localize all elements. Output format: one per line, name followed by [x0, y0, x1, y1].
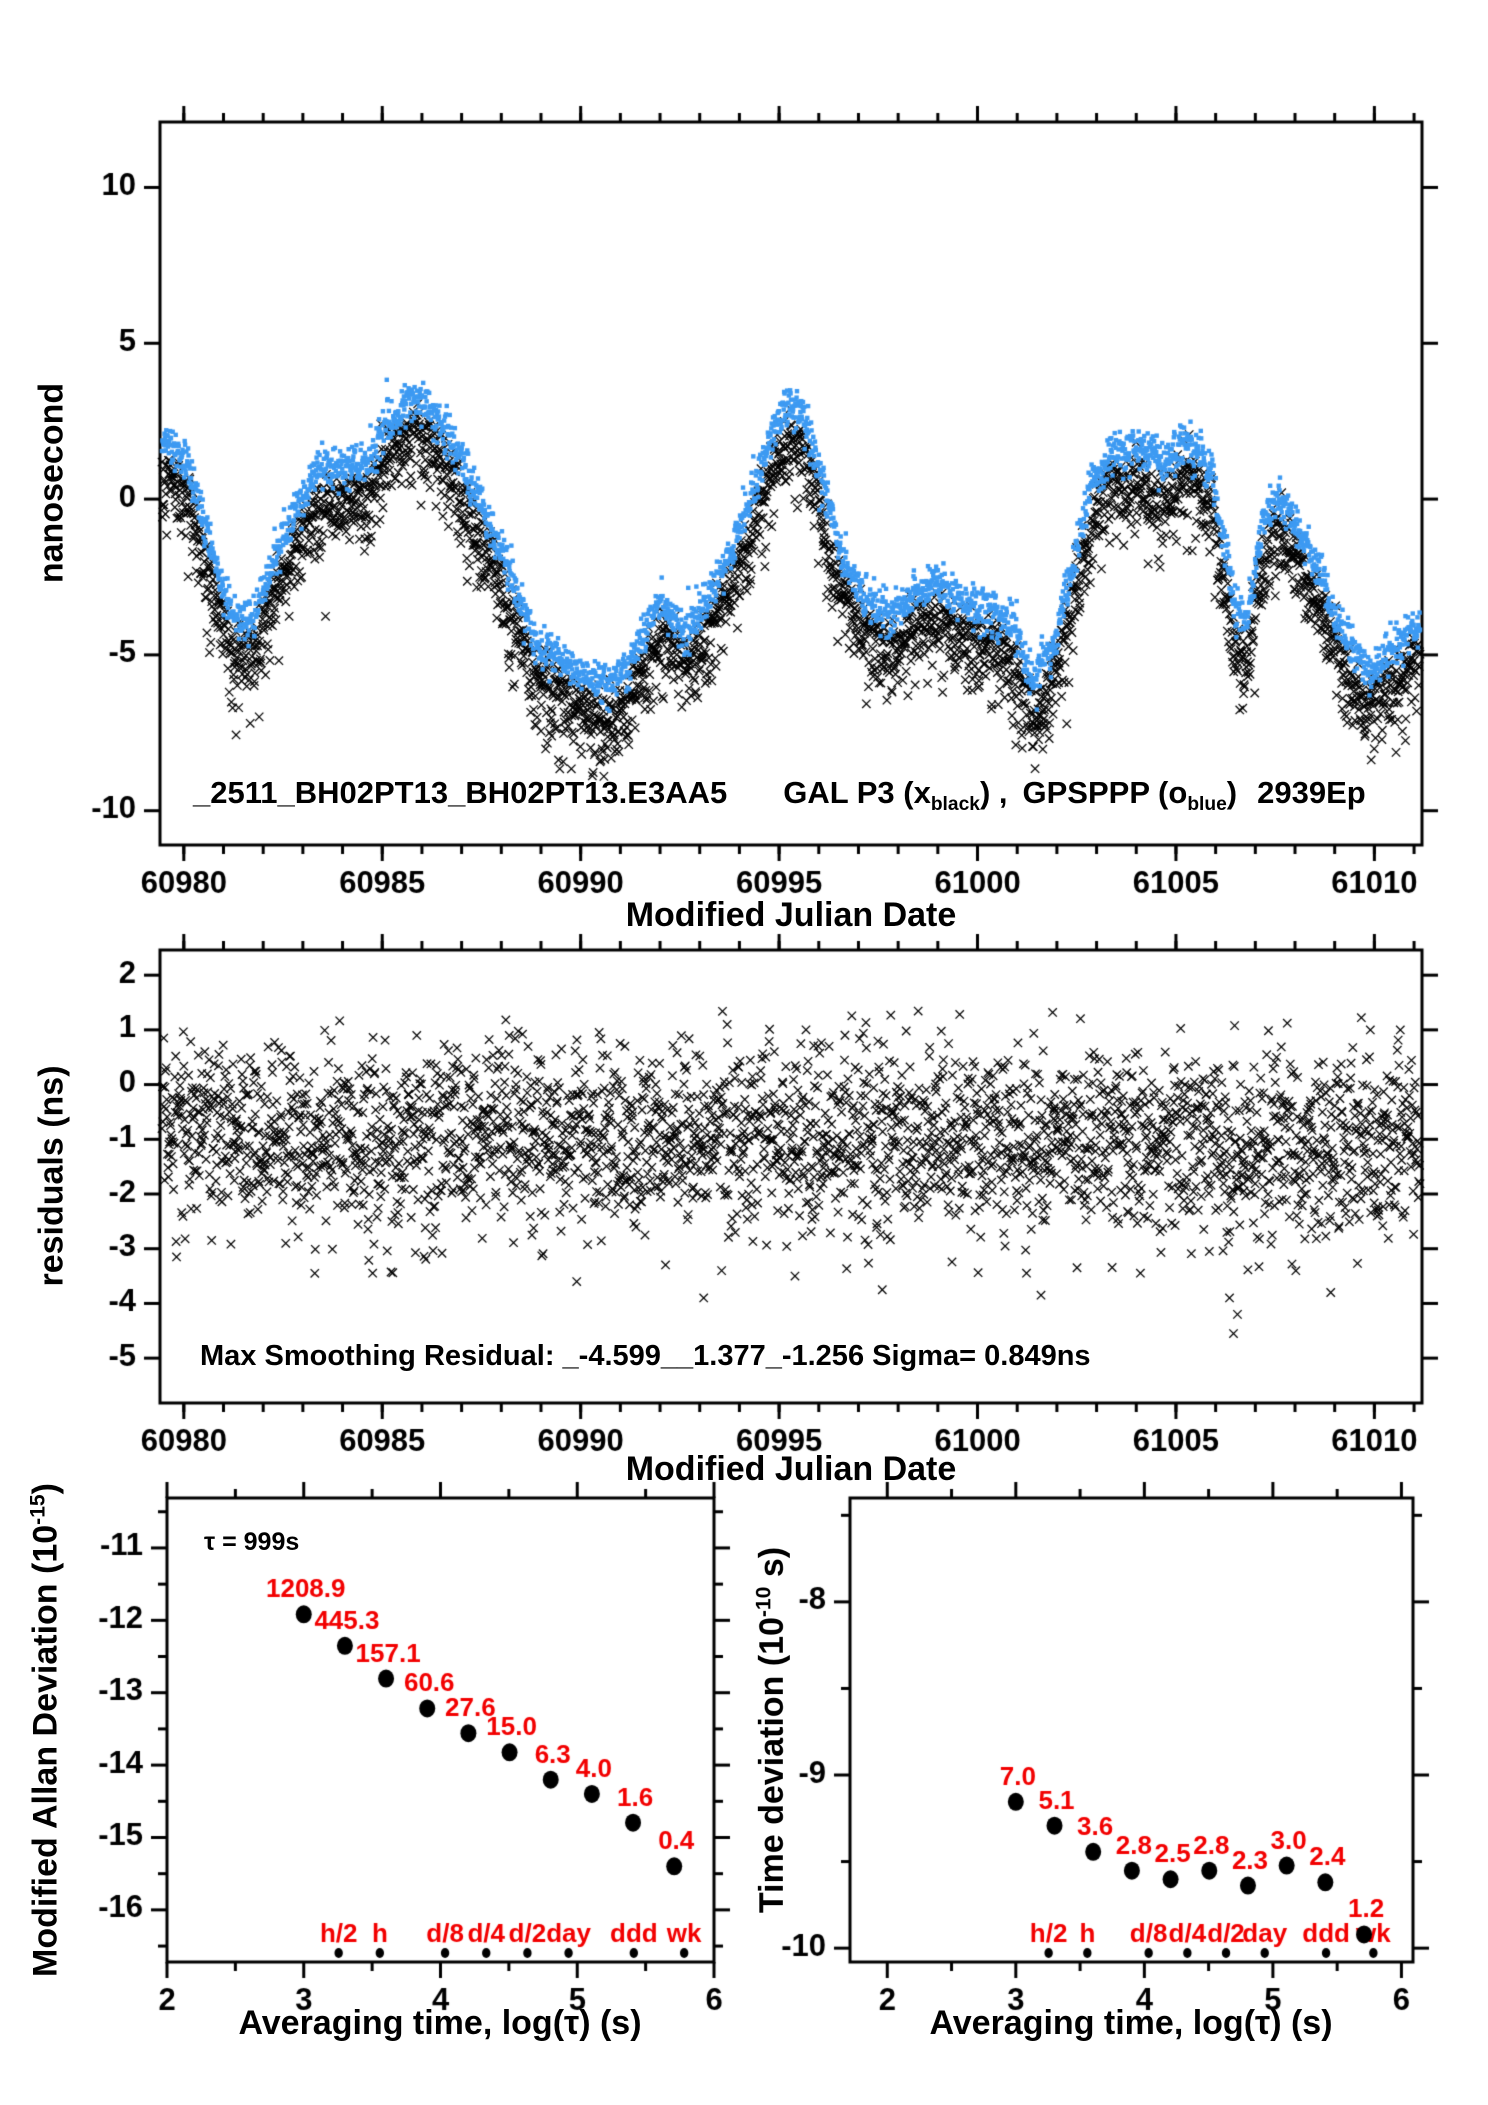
top-panel-ylabel: nanosecond: [32, 382, 71, 584]
epoch-count-text: 2939Ep: [1257, 775, 1366, 810]
mdev-panel-ylabel: [26, 1483, 65, 1977]
mdev-ylabel-text: Modified Allan Deviation (10: [26, 1524, 65, 1977]
tdev-panel-ylabel: [752, 1547, 791, 1913]
mdev-ylabel-exponent: -15: [26, 1494, 50, 1525]
series1-label: GAL P3 (x: [783, 775, 931, 810]
residuals-panel-xlabel: Modified Julian Date: [625, 1450, 957, 1488]
series2-close: ): [1226, 775, 1238, 810]
tdev-ylabel-exponent: -10: [752, 1586, 776, 1618]
top-panel-xlabel: Modified Julian Date: [625, 896, 957, 934]
series2-label: GPSPPP (o: [1022, 775, 1188, 810]
dataset-id-text: _2511_BH02PT13_BH02PT13.E3AA5: [193, 775, 728, 810]
tdev-panel-xlabel: Averaging time, log(τ) (s): [929, 2004, 1333, 2042]
mdev-ylabel-close: ): [26, 1483, 65, 1495]
series1-color-sub: black: [930, 794, 980, 816]
top-panel-title: [193, 775, 1366, 816]
series2-color-sub: blue: [1187, 794, 1227, 816]
tdev-ylabel-text: Time deviation (10: [752, 1617, 791, 1914]
residuals-note: Max Smoothing Residual: _-4.599__1.377_-1.256 Sigma= 0.849ns: [200, 1340, 1091, 1372]
tau-annotation: τ = 999s: [204, 1528, 300, 1556]
series1-close: ) ,: [979, 775, 1008, 810]
residuals-panel-ylabel: residuals (ns): [32, 1065, 71, 1287]
tdev-ylabel-close: s): [752, 1546, 791, 1587]
mdev-panel-xlabel: Averaging time, log(τ) (s): [238, 2004, 642, 2042]
